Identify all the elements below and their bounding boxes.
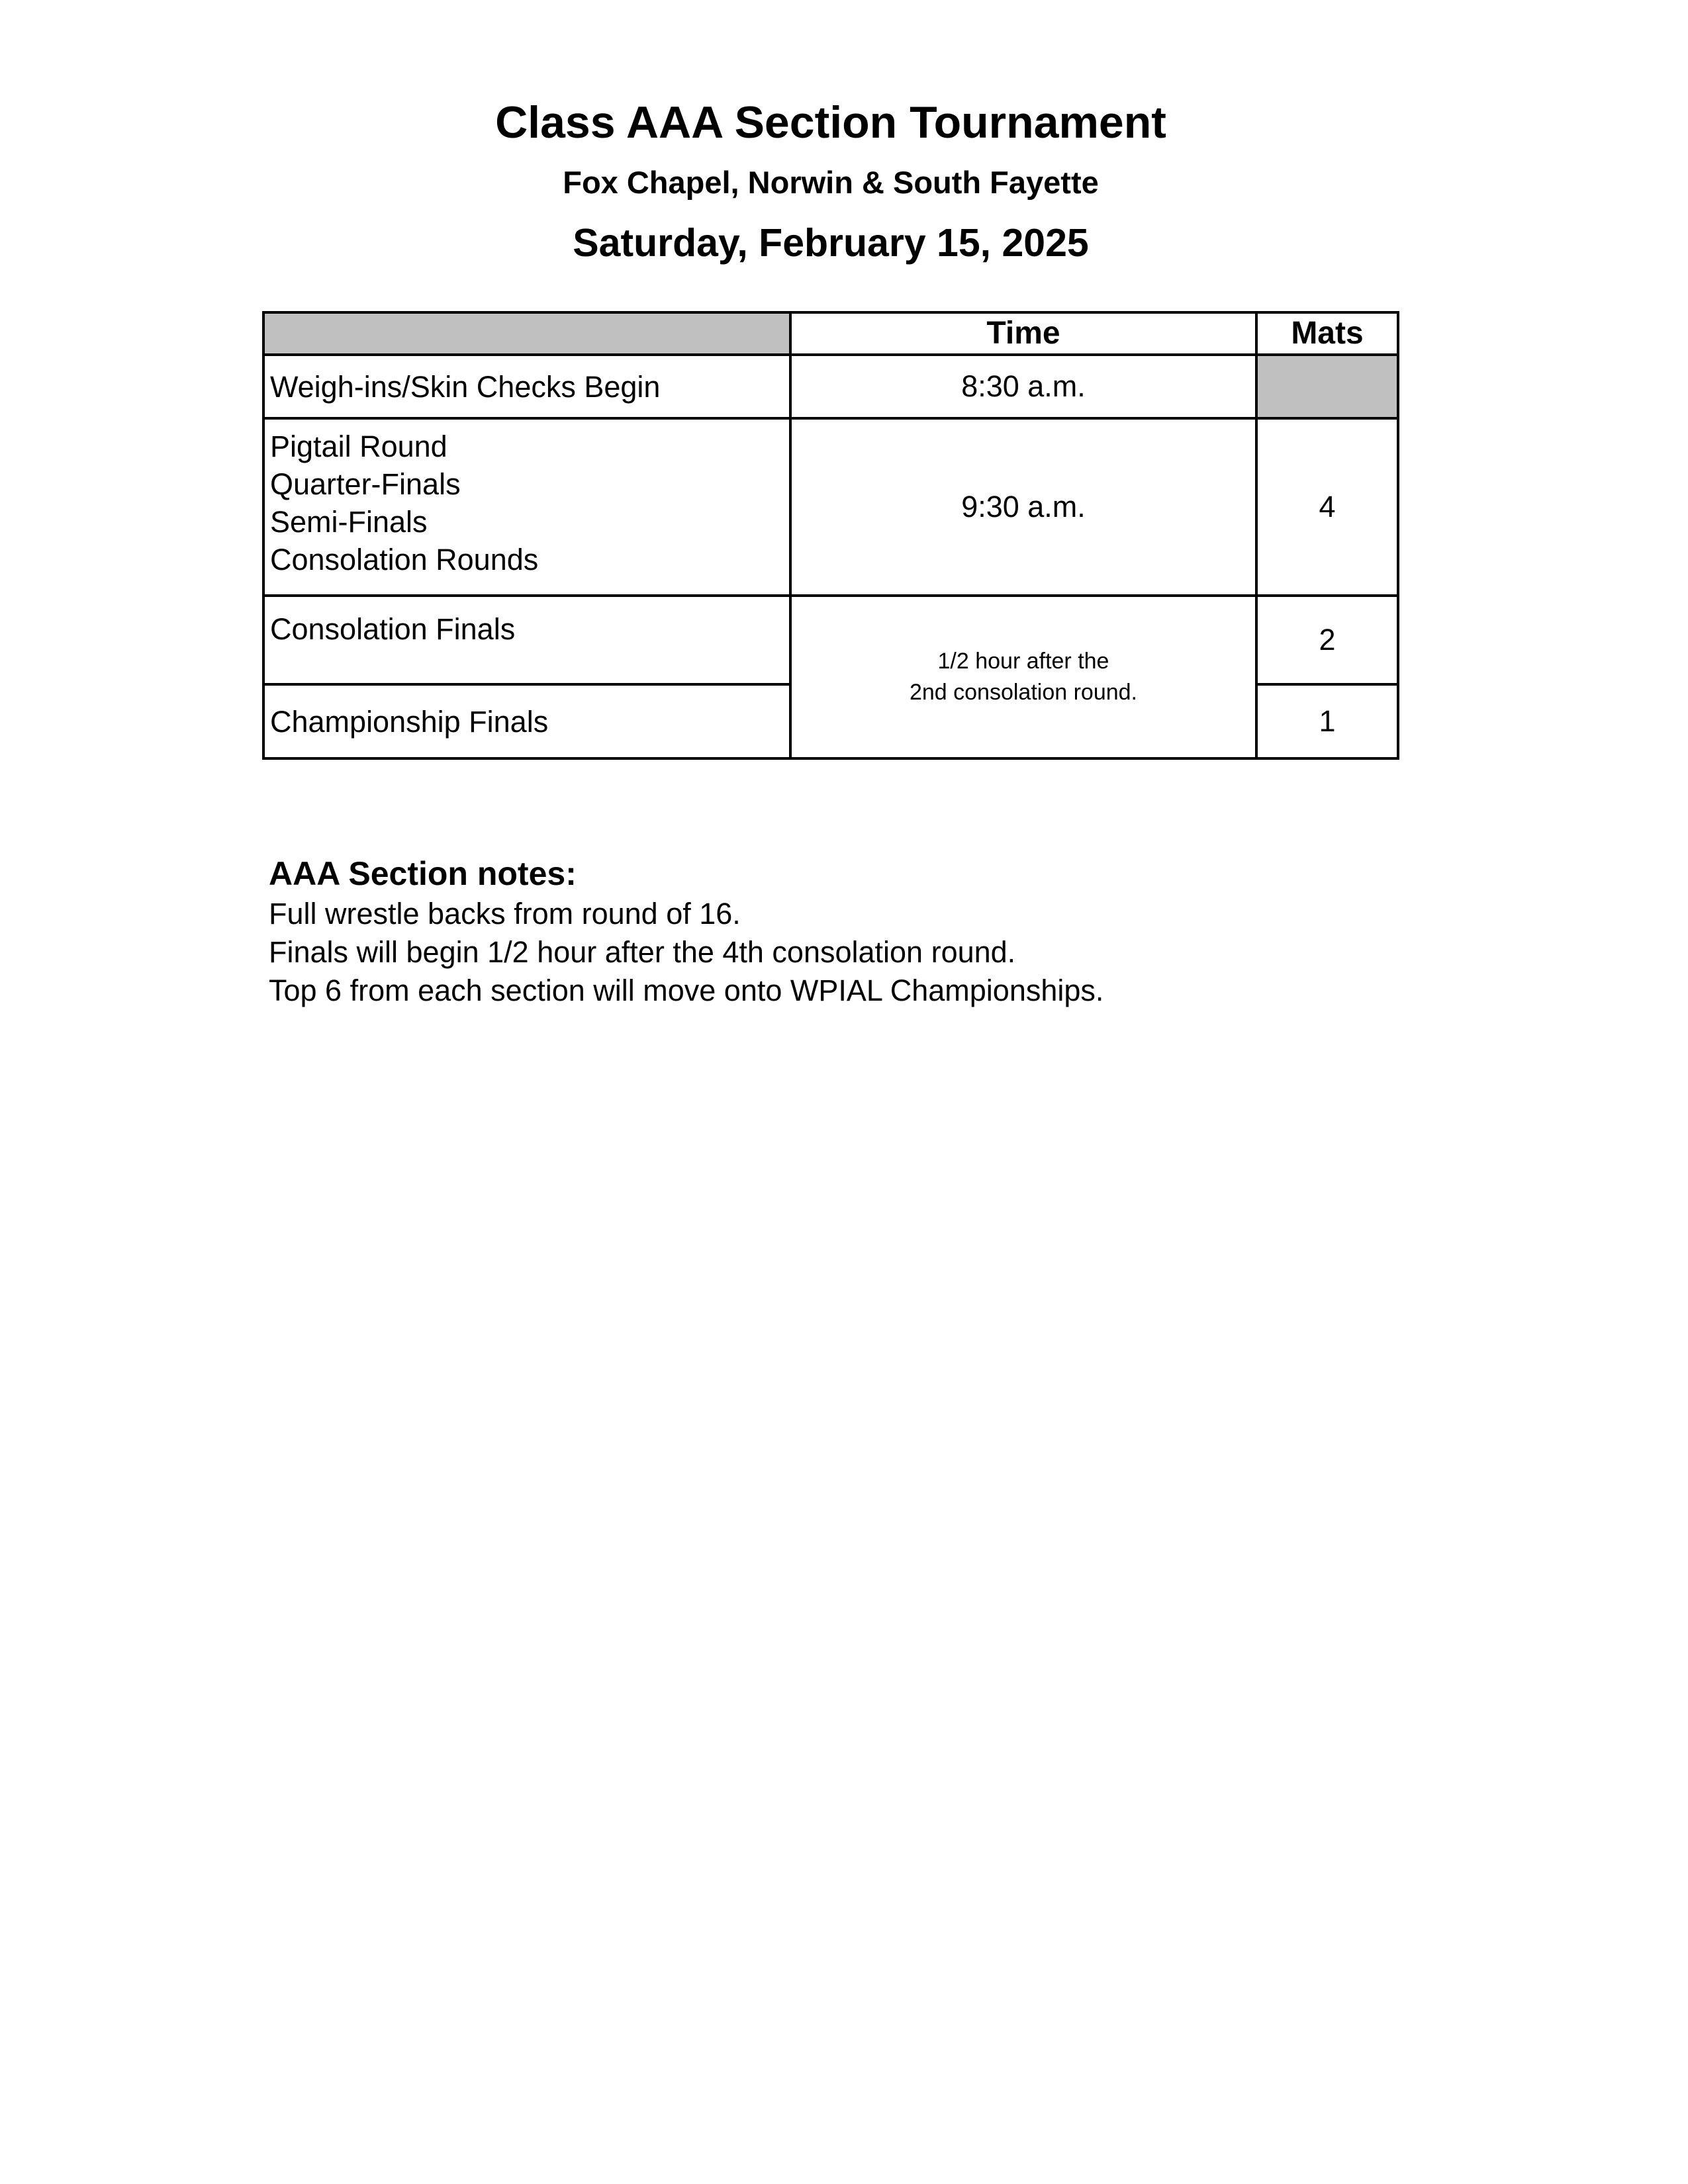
notes-line: Top 6 from each section will move onto WPIAL Championships. (269, 974, 1104, 1007)
mats-cell: 1 (1256, 684, 1398, 758)
time-column-header: Time (790, 312, 1256, 355)
event-cell: Weigh-ins/Skin Checks Begin (263, 355, 790, 418)
schedule-table (262, 311, 1399, 760)
page-title: Class AAA Section Tournament (495, 97, 1166, 148)
time-line: 2nd consolation round. (909, 680, 1138, 705)
time-cell (790, 596, 1256, 758)
event-date: Saturday, February 15, 2025 (573, 221, 1089, 265)
page-subtitle: Fox Chapel, Norwin & South Fayette (563, 165, 1099, 200)
event-line: Pigtail Round (270, 430, 447, 463)
table-row (263, 596, 1398, 684)
event-cell: Consolation Finals (263, 596, 790, 684)
mats-column-header: Mats (1256, 312, 1398, 355)
table-row (263, 355, 1398, 418)
mats-cell: 4 (1256, 418, 1398, 596)
time-cell: 8:30 a.m. (790, 355, 1256, 418)
event-column-header (263, 312, 790, 355)
event-cell (263, 418, 790, 596)
event-line: Quarter-Finals (270, 467, 461, 501)
table-header-row (263, 312, 1398, 355)
notes-section (269, 852, 1103, 1010)
event-line: Semi-Finals (270, 505, 428, 539)
mats-cell (1256, 355, 1398, 418)
table-row (263, 418, 1398, 596)
notes-line: Finals will begin 1/2 hour after the 4th consolation round. (269, 935, 1016, 969)
notes-title: AAA Section notes: (269, 855, 577, 892)
time-line: 1/2 hour after the (937, 649, 1109, 674)
notes-line: Full wrestle backs from round of 16. (269, 897, 741, 931)
mats-cell: 2 (1256, 596, 1398, 684)
event-cell: Championship Finals (263, 684, 790, 758)
event-line: Consolation Rounds (270, 543, 539, 576)
time-cell: 9:30 a.m. (790, 418, 1256, 596)
